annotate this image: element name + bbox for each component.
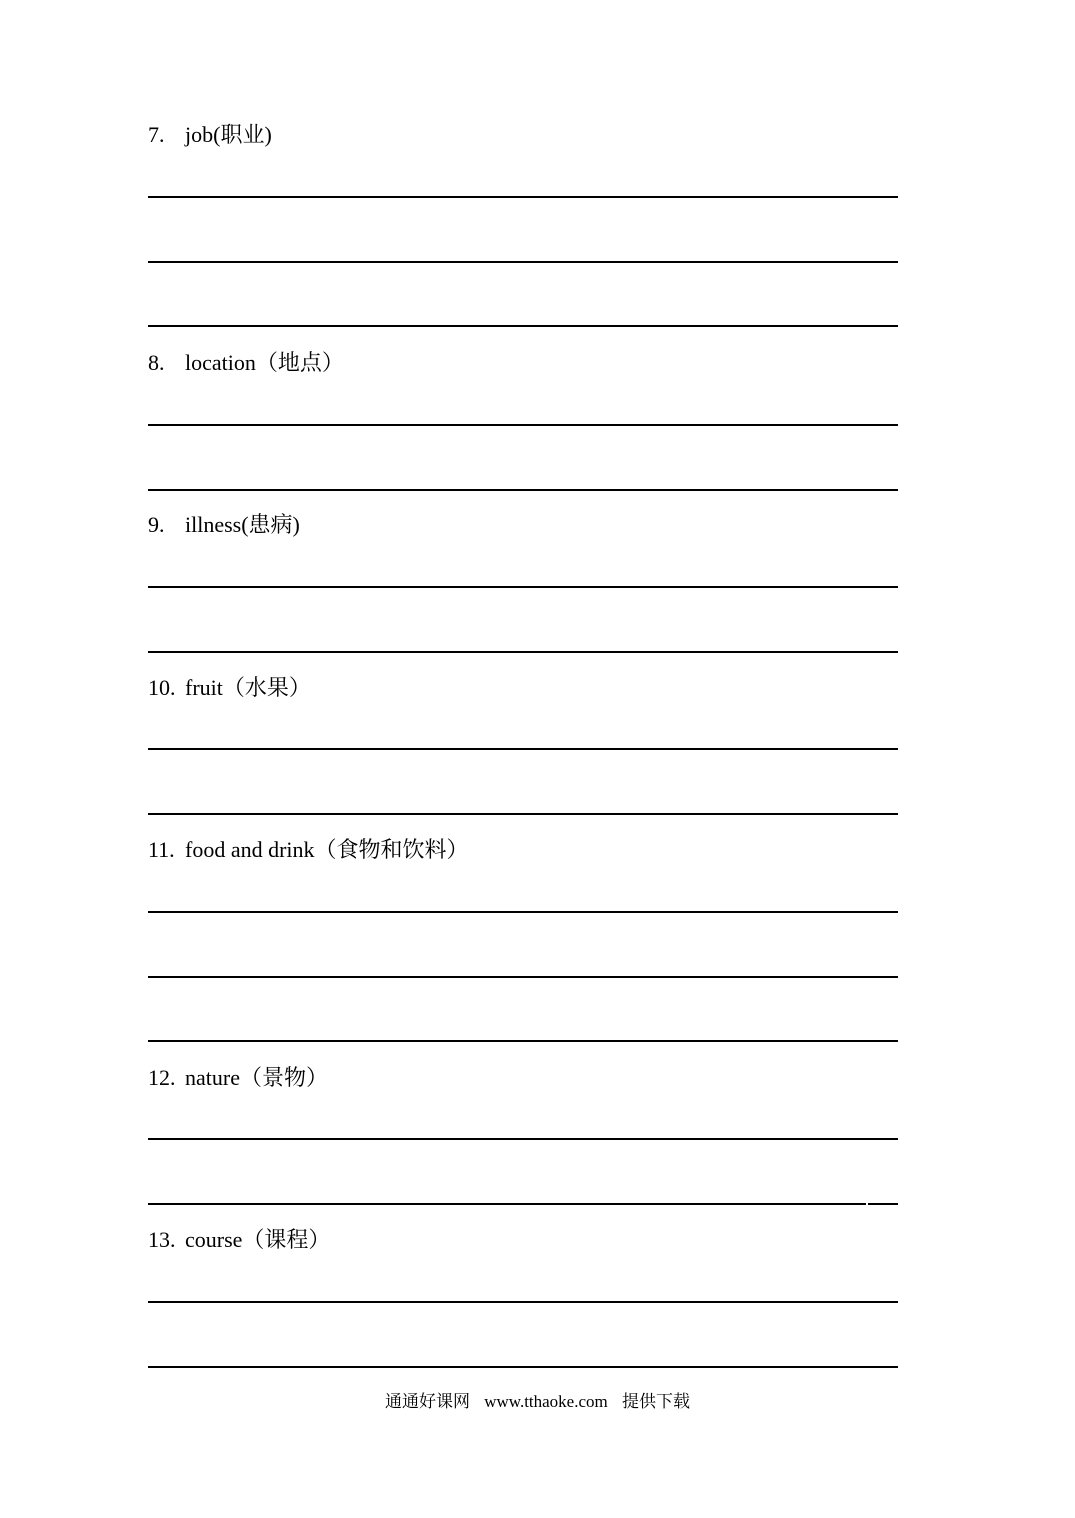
section-label: nature（景物） <box>185 1065 328 1090</box>
answer-line[interactable] <box>148 976 898 978</box>
answer-line[interactable] <box>148 586 898 588</box>
section-number: 7. <box>148 122 165 147</box>
answer-line[interactable] <box>148 1040 898 1042</box>
section-number: 13. <box>148 1227 176 1252</box>
section-label: location（地点） <box>185 350 344 375</box>
answer-line[interactable] <box>148 813 898 815</box>
answer-line-segment <box>868 1203 898 1205</box>
page-footer <box>0 1391 1075 1413</box>
section-number: 12. <box>148 1065 176 1090</box>
footer-site-name: 通通好课网 <box>384 1392 470 1411</box>
answer-line[interactable] <box>148 261 898 263</box>
answer-line[interactable] <box>148 196 898 198</box>
answer-line[interactable] <box>148 424 898 426</box>
answer-line[interactable] <box>148 651 898 653</box>
answer-line[interactable] <box>148 1301 898 1303</box>
section-label: course（课程） <box>185 1227 331 1252</box>
section-label: job(职业) <box>185 122 272 147</box>
answer-line[interactable] <box>148 748 898 750</box>
section-number: 11. <box>148 837 175 862</box>
section-heading-7 <box>148 122 272 148</box>
section-number: 9. <box>148 512 165 537</box>
section-label: illness(患病) <box>185 512 300 537</box>
section-heading-11 <box>148 837 469 863</box>
section-heading-13 <box>148 1227 330 1253</box>
section-label: food and drink（食物和饮料） <box>185 837 469 862</box>
section-number: 10. <box>148 675 176 700</box>
section-number: 8. <box>148 350 165 375</box>
answer-line[interactable] <box>148 1138 898 1140</box>
section-heading-10 <box>148 675 311 701</box>
footer-url[interactable]: www.tthaoke.com <box>484 1392 608 1411</box>
answer-line[interactable] <box>148 325 898 327</box>
answer-line[interactable] <box>148 911 898 913</box>
section-heading-12 <box>148 1065 328 1091</box>
answer-line[interactable] <box>148 489 898 491</box>
section-heading-8 <box>148 350 344 376</box>
footer-note: 提供下载 <box>622 1392 691 1411</box>
section-label: fruit（水果） <box>185 675 311 700</box>
answer-line-segment <box>148 1203 866 1205</box>
answer-line[interactable] <box>148 1366 898 1368</box>
section-heading-9 <box>148 512 300 538</box>
